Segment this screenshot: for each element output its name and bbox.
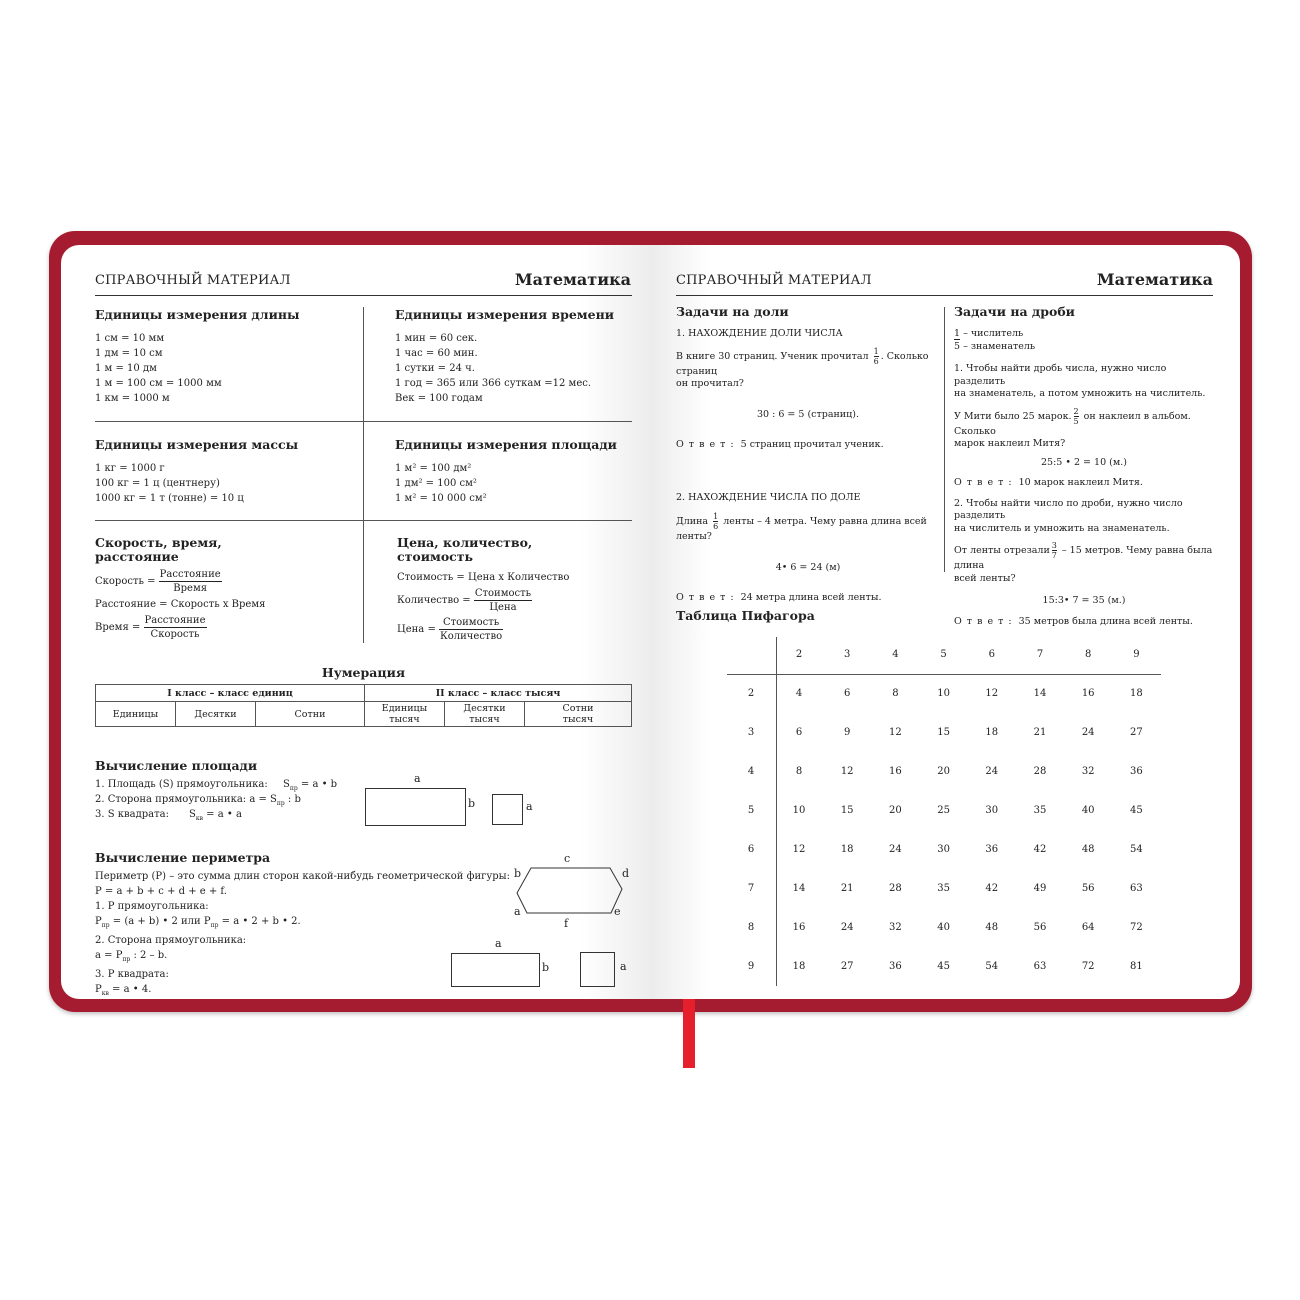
area-line: 1 м² = 10 000 см² [395,493,487,504]
fraction-denominator: 6 [713,522,719,531]
problem-text: В книге 30 страниц. Ученик прочитал [676,350,869,362]
formula-subscript: пр [210,922,219,929]
pythagoras-cell: 8 [795,766,803,777]
pythagoras-cell: 24 [985,766,999,777]
problem-text: он наклеил в альбом. Сколько [954,410,1191,437]
pythagoras-cell: 28 [889,883,902,894]
fraction-problem-2 [954,541,1214,585]
formula-text: = a • 4. [108,984,152,995]
pythagoras-cell: 35 [1033,805,1047,816]
fraction-denominator: 6 [873,356,879,366]
pythagoras-cell: 54 [985,961,999,972]
left-page [61,245,652,999]
row-divider [95,520,632,521]
pythagoras-cell: 72 [1081,961,1095,972]
pythagoras-row-header: 8 [747,922,755,933]
pythagoras-cell: 12 [889,727,902,738]
time-line: 1 час = 60 мин. [395,348,478,359]
rule-line: на знаменатель, а потом умножить на числитель. [954,388,1206,399]
pythagoras-cell: 4 [795,688,803,699]
page-header-label: СПРАВОЧНЫЙ МАТЕРИАЛ [95,273,291,288]
mass-line: 1 кг = 1000 г [95,463,165,474]
pythagoras-cell: 18 [840,844,854,855]
header-divider [676,295,1213,296]
fraction-numerator: Стоимость [439,616,503,630]
fraction-denominator: Время [173,583,208,594]
length-line: 1 м = 100 см = 1000 мм [95,378,222,389]
rule-line: 2. Чтобы найти число по дроби, нужно число разделить [954,497,1183,521]
cost-formula: Стоимость = Цена х Количество [397,572,570,583]
pythagoras-cell: 81 [1130,961,1143,972]
thousand-tens-cell [445,702,525,727]
fraction [1074,407,1079,426]
time-line: 1 мин = 60 сек. [395,333,478,344]
time-line: 1 сутки = 24 ч. [395,363,475,374]
area-line: 1 дм² = 100 см² [395,478,477,489]
answer-text: 24 метра длина всей ленты. [740,592,882,603]
formula-subscript: пр [101,922,110,929]
pythagoras-cell: 48 [1081,844,1095,855]
problem-text: . Сколько страниц [676,350,929,377]
formula-subscript: пр [289,785,298,792]
pythagoras-row-header: 7 [747,883,755,894]
pythagoras-cell: 63 [1130,883,1143,894]
cell-line: тысяч [389,714,420,725]
formula-subscript: кв [195,815,203,822]
pythagoras-column-header: 6 [988,649,995,660]
formula-subscript: пр [276,800,285,807]
tens-cell: Десятки [176,702,256,727]
shares-block [676,305,940,605]
formula-subscript: кв [101,990,109,997]
perimeter-title: Вычисление периметра [95,850,271,865]
price-formula-lhs: Цена = [397,624,436,635]
shares-answer-1 [676,439,940,452]
pythagoras-cell: 24 [889,844,902,855]
cell-line: Единицы [381,703,428,714]
formula-symbol: P [95,916,102,927]
speed-title: Скорость, время, [95,535,222,550]
formula-symbol: P [95,984,102,995]
cell-line: Сотни [562,703,594,714]
pythagoras-row-header: 9 [747,961,755,972]
pythagoras-cell: 63 [1033,961,1047,972]
fraction-denominator: 5 [954,340,961,352]
fraction [1052,541,1057,560]
pythagoras-cell: 21 [1033,727,1047,738]
time-line: Век = 100 годам [395,393,483,404]
pythagoras-cell: 9 [844,727,851,738]
answer-label: О т в е т : [954,615,1013,627]
pythagoras-cell: 56 [1033,922,1047,933]
pythagoras-cell: 14 [792,883,806,894]
thousand-hundreds-cell [525,702,632,727]
perimeter-square [580,952,615,987]
length-line: 1 м = 10 дм [95,363,157,374]
time-formula-lhs: Время = [95,622,141,633]
quantity-fraction [474,587,532,614]
pythagoras-column-header: 8 [1085,649,1092,660]
pythagoras-cell: 54 [1130,844,1143,855]
fraction-denominator: Скорость [150,629,200,640]
problem-text: он прочитал? [676,378,744,389]
area-line: 1 м² = 100 дм² [395,463,472,474]
hexagon-label-c: c [564,852,571,865]
formula-symbol: S [189,809,196,820]
pythagoras-cell: 18 [792,961,806,972]
rule-line: 1. Чтобы найти дробь числа, нужно число разделить [954,363,1167,387]
formula-text: 2. Сторона прямоугольника: a = S [95,794,277,805]
cell-line: Десятки [463,703,506,714]
answer-label: О т в е т : [676,592,735,603]
pythagoras-cell: 35 [937,883,950,894]
length-units-title: Единицы измерения длины [95,307,300,322]
perimeter-rect-formula [95,914,510,933]
pythagoras-cell: 25 [937,805,950,816]
pythagoras-cell: 49 [1033,883,1047,894]
pythagoras-cell: 15 [840,805,854,816]
pythagoras-cell: 16 [792,922,806,933]
distance-formula: Расстояние = Скорость х Время [95,599,266,610]
mass-line: 1000 кг = 1 т (тонне) = 10 ц [95,493,244,504]
pythagoras-column-header: 4 [892,649,899,660]
formula-rhs: = a • a [203,809,242,820]
units-cell: Единицы [96,702,176,727]
fraction-numerator-note [954,328,1214,341]
rectangle-figure [365,788,466,826]
fraction-numerator: 2 [1073,406,1079,416]
pythagoras-column-header: 2 [795,649,803,660]
pythagoras-cell: 72 [1130,922,1143,933]
formula-text: = (a + b) • 2 или P [109,916,211,927]
fraction-numerator: 1 [954,328,961,339]
hexagon-label-d: d [622,867,630,880]
pythagoras-cell: 40 [1081,805,1095,816]
perimeter-side-heading: 2. Сторона прямоугольника: [95,935,247,946]
pythagoras-cell: 12 [985,688,999,699]
bookmark-ribbon [683,999,695,1068]
pythagoras-cell: 10 [792,805,806,816]
pythagoras-cell: 6 [844,688,851,699]
problem-text: марок наклеил Митя? [954,438,1066,449]
pythagoras-cell: 14 [1033,688,1047,699]
pythagoras-column-header: 9 [1133,649,1140,660]
shares-problem-1 [676,347,940,391]
mass-line: 100 кг = 1 ц (центнеру) [95,478,220,489]
hundreds-cell: Сотни [256,702,365,727]
problem-text: всей ленты? [954,572,1016,584]
column-divider [363,307,364,643]
time-fraction [144,614,207,641]
shares-calc-2: 4• 6 = 24 (м) [775,561,841,573]
fraction-numerator: Расстояние [159,569,221,580]
price-title: Цена, количество, [397,535,533,550]
mass-units-block [95,438,298,506]
perimeter-rect-label-b: b [542,961,550,974]
time-line: 1 год = 365 или 366 суткам =12 мес. [395,378,592,389]
perimeter-square-heading: 3. Р квадрата: [95,969,169,980]
pythagoras-title: Таблица Пифагора [676,608,815,623]
square-figure [492,794,523,825]
pythagoras-cell: 21 [840,883,854,894]
pythagoras-cell: 27 [1130,727,1143,738]
shares-subtitle-2: 2. НАХОЖДЕНИЕ ЧИСЛА ПО ДОЛЕ [676,491,861,503]
problem-text: У Мити было 25 марок. [954,410,1072,422]
fraction-denominator-note [954,341,1214,354]
shares-answer-2 [676,592,940,605]
pythagoras-cell: 36 [889,961,902,972]
fraction-denominator: 7 [1051,551,1057,560]
pythagoras-cell: 10 [937,688,950,699]
hexagon-label-b: b [514,867,522,880]
formula-text: : 2 – b. [130,950,168,961]
formula-rhs: = a • b [297,779,338,790]
shares-problem-2 [676,512,940,544]
hexagon-label-f: f [564,917,569,930]
pythagoras-row-header: 5 [747,805,755,816]
problem-text: Длина [676,516,709,527]
answer-text: 35 метров была длина всей ленты. [1018,615,1193,627]
speed-block [95,536,355,641]
length-line: 1 см = 10 мм [95,333,165,344]
problem-text: ленты – 4 метра. Чему равна длина всей ленты? [676,516,927,542]
perimeter-text [95,869,510,999]
note-text: – числитель [960,328,1024,339]
cell-line: тысяч [562,714,594,725]
page-header-label: СПРАВОЧНЫЙ МАТЕРИАЛ [676,273,872,288]
pythagoras-cell: 56 [1081,883,1095,894]
pythagoras-cell: 12 [792,844,806,855]
pythagoras-cell: 20 [937,766,950,777]
pythagoras-row-header: 6 [747,844,755,855]
pythagoras-cell: 30 [985,805,999,816]
formula-subscript: пр [122,956,131,963]
cell-line: тысяч [469,714,500,725]
pythagoras-cell: 36 [985,844,999,855]
mass-units-title: Единицы измерения массы [95,437,299,452]
pythagoras-cell: 24 [1081,727,1095,738]
pythagoras-cell: 42 [985,883,999,894]
pythagoras-cell: 64 [1081,922,1095,933]
formula-symbol: S [283,779,290,790]
speed-formula-lhs: Скорость = [95,576,156,587]
note-text: – знаменатель [960,340,1036,352]
fraction [713,512,718,531]
price-title-2: стоимость [397,549,474,564]
pythagoras-cell: 12 [840,766,854,777]
fractions-title: Задачи на дроби [954,304,1075,319]
perimeter-rect-label-a: a [495,937,502,950]
speed-fraction [159,568,222,595]
pythagoras-cell: 28 [1033,766,1047,777]
pythagoras-row-header: 2 [747,688,755,699]
header-divider [95,295,632,296]
formula-rhs: : b [284,794,301,805]
fraction-numerator: 3 [1051,541,1057,550]
numeration-title: Нумерация [321,665,406,680]
fraction-denominator: Количество [440,631,503,642]
pythagoras-cell: 20 [889,805,902,816]
shares-subtitle-1: 1. НАХОЖДЕНИЕ ДОЛИ ЧИСЛА [676,328,843,339]
perimeter-square-formula [95,982,510,999]
fraction-problem-1 [954,407,1214,451]
fraction-numerator: Расстояние [144,615,206,626]
fraction-calc-1: 25:5 • 2 = 10 (м.) [1041,456,1127,468]
problem-text: – 15 метров. Чему равна была длина [954,545,1213,571]
fraction-answer-2 [954,616,1214,629]
pythagoras-cell: 18 [1130,688,1143,699]
column-divider [944,307,945,572]
problem-text: От ленты отрезали [954,545,1050,556]
fraction-denominator: 5 [1073,416,1079,426]
pythagoras-cell: 32 [1081,766,1095,777]
pythagoras-column-header: 5 [940,649,947,660]
answer-label: О т в е т : [954,477,1013,488]
row-divider [95,421,632,422]
formula-text: = a • 2 + b • 2. [218,916,301,927]
fraction-numerator: 1 [873,346,879,356]
area-units-block [395,438,617,506]
pythagoras-cell: 15 [937,727,950,738]
length-units-block [95,308,300,406]
area-calc-title: Вычисление площади [95,758,258,773]
pythagoras-cell: 48 [985,922,999,933]
perimeter-rect-heading: 1. Р прямоугольника: [95,901,209,912]
fraction-denominator: Цена [489,602,517,613]
length-line: 1 км = 1000 м [95,393,170,404]
fraction-rule-2 [954,498,1214,536]
right-page [652,245,1240,999]
price-fraction [439,616,503,643]
pythagoras-header-line [727,674,1161,675]
area-calc-line-1: 1. Площадь (S) прямоугольника: [95,779,268,790]
hexagon-figure [501,860,641,940]
pythagoras-cell: 6 [795,727,803,738]
pythagoras-cell: 18 [985,727,999,738]
pythagoras-cell: 30 [937,844,950,855]
pythagoras-header-column-line [776,637,777,986]
page-header-subject: Математика [514,270,631,289]
square-label-a: a [526,800,533,813]
pythagoras-cell: 16 [889,766,902,777]
answer-text: 5 страниц прочитал ученик. [740,439,884,450]
fraction-answer-1 [954,477,1214,490]
pythagoras-cell: 32 [889,922,902,933]
formula-text: a = P [95,950,123,961]
pythagoras-cell: 40 [937,922,950,933]
hexagon-label-a: a [514,905,521,918]
answer-text: 10 марок наклеил Митя. [1018,477,1143,488]
class-units-header: I класс – класс единиц [96,685,365,702]
pythagoras-cell: 45 [1130,805,1143,816]
fractions-block [954,305,1214,628]
pythagoras-cell: 8 [892,688,899,699]
fraction-numerator: 1 [713,512,719,521]
shares-calc-1: 30 : 6 = 5 (страниц). [757,408,859,420]
perimeter-definition: Периметр (Р) – это сумма длин сторон какой-нибудь геометрической фигуры: [95,871,510,882]
pythagoras-row-header: 3 [747,727,755,738]
time-units-title: Единицы измерения времени [395,307,615,322]
perimeter-sum: P = a + b + c + d + e + f. [95,886,227,897]
fraction [874,347,879,366]
fraction-calc-2: 15:3• 7 = 35 (м.) [1042,595,1126,606]
price-block [397,536,632,643]
pythagoras-cell: 45 [937,961,950,972]
pythagoras-cell: 16 [1081,688,1095,699]
area-units-title: Единицы измерения площади [395,437,617,452]
pythagoras-cell: 36 [1130,766,1143,777]
rect-label-b: b [468,797,476,810]
class-thousands-header: II класс – класс тысяч [365,685,632,702]
rule-line: на числитель и умножить на знаменатель. [954,522,1170,534]
numeration-table [95,684,632,727]
page-header-subject: Математика [1096,270,1213,289]
perimeter-side-formula [95,948,510,967]
fraction-numerator: Стоимость [474,588,532,599]
pythagoras-cell: 24 [840,922,854,933]
pythagoras-cell: 42 [1033,844,1047,855]
area-calc-line-3: 3. S квадрата: [95,809,169,820]
pythagoras-cell: 27 [840,961,854,972]
pythagoras-column-header: 3 [844,649,851,660]
pythagoras-row-header: 4 [747,766,755,777]
thousand-units-cell [365,702,445,727]
rect-label-a: a [414,772,421,785]
length-line: 1 дм = 10 см [95,348,163,359]
shares-title: Задачи на доли [676,304,789,319]
quantity-formula-lhs: Количество = [397,595,471,606]
pythagoras-column-header: 7 [1036,649,1044,660]
area-calc-formula-3 [189,807,242,826]
answer-label: О т в е т : [676,439,735,450]
perimeter-square-label-a: a [620,960,627,973]
speed-title-2: расстояние [95,549,179,564]
perimeter-rectangle [451,953,540,987]
hexagon-label-e: e [614,905,621,918]
fraction-rule-1 [954,363,1214,401]
time-units-block [395,308,614,406]
